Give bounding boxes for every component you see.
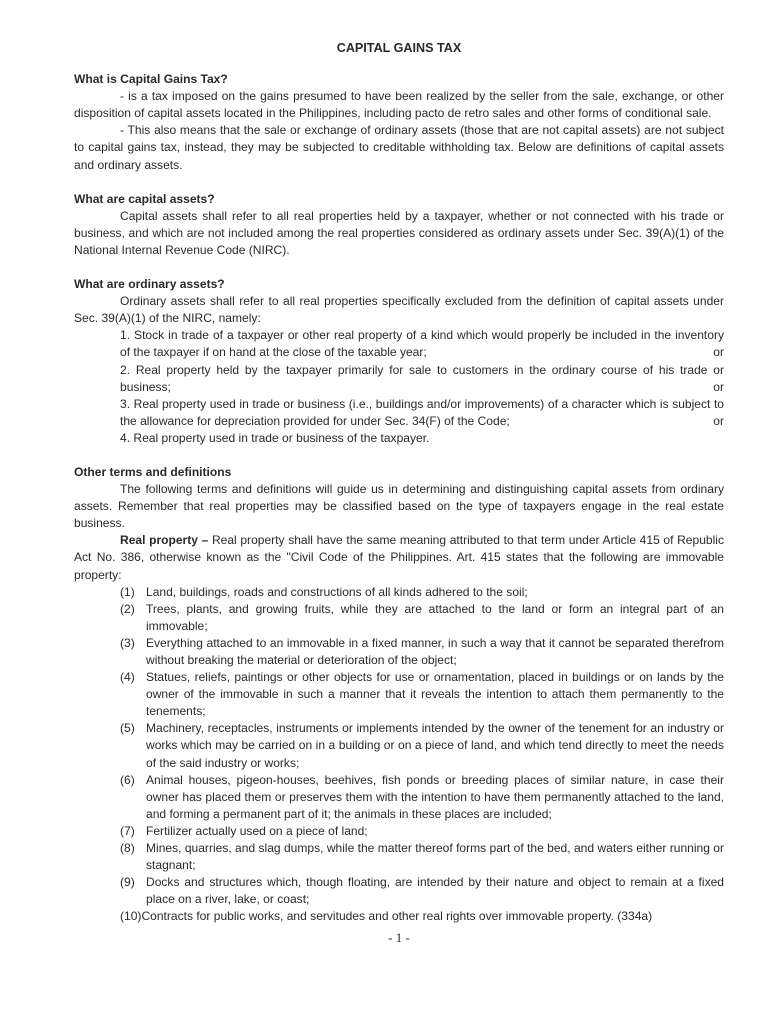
- list-item: [120, 908, 724, 925]
- list-item: [120, 327, 724, 361]
- list-item-text: Trees, plants, and growing fruits, while they are attached to the land or form an integral part of an immovable;: [146, 601, 724, 633]
- list-item-number: (1): [120, 584, 135, 599]
- list-item: [120, 430, 724, 447]
- list-item-text: Everything attached to an immovable in a fixed manner, in such a way that it cannot be separated therefrom without breaking the material or deterioration of the object;: [146, 635, 724, 667]
- section-what-is-cgt: [74, 71, 724, 174]
- section-other-terms: [74, 464, 724, 926]
- list-item: [120, 584, 724, 601]
- list-item-number: (3): [120, 635, 135, 650]
- paragraph: - This also means that the sale or exchange of ordinary assets (those that are not capital assets) are not subject to capital gains tax, instead, they may be subjected to creditable withholding tax. Below are definitions of capital assets and ordinary assets.: [74, 123, 724, 172]
- list-item-number: (2): [120, 601, 135, 616]
- immovable-property-list: [120, 584, 724, 926]
- paragraph: The following terms and definitions will guide us in determining and distinguishing capital assets from ordinary assets. Remember that real properties may be classified based on the type of taxpayers engage in the real estate business.: [74, 482, 724, 531]
- section-heading: Other terms and definitions: [74, 464, 232, 479]
- list-item: [120, 720, 724, 771]
- section-capital-assets: [74, 191, 724, 259]
- list-item-text: 2. Real property held by the taxpayer primarily for sale to customers in the ordinary course of his trade or business;: [120, 362, 724, 394]
- list-item-text: 3. Real property used in trade or business (i.e., buildings and/or improvements) of a character which is subject to the allowance for depreciation provided for under Sec. 34(F) of the Code;: [120, 396, 724, 428]
- list-item-text: 1. Stock in trade of a taxpayer or other real property of a kind which would properly be included in the inventory of the taxpayer if on hand at the close of the taxable year;: [120, 328, 724, 360]
- paragraph: Capital assets shall refer to all real properties held by a taxpayer, whether or not connected with his trade or business, and which are not included among the real properties considered as ordinary assets under Sec. 39(A)(1) of the National Internal Revenue Code (NIRC).: [74, 208, 724, 257]
- paragraph: - is a tax imposed on the gains presumed to have been realized by the seller from the sale, exchange, or other disposition of capital assets located in the Philippines, including pacto de retro sales and other forms of conditional sale.: [74, 89, 724, 121]
- section-heading: What is Capital Gains Tax?: [74, 72, 228, 87]
- list-item-number: (8): [120, 841, 135, 856]
- paragraph: Ordinary assets shall refer to all real properties specifically excluded from the definition of capital assets under Sec. 39(A)(1) of the NIRC, namely:: [74, 294, 724, 326]
- list-item-number: (5): [120, 721, 135, 736]
- list-item-conjunction: or: [713, 413, 724, 428]
- list-item-number: (6): [120, 772, 135, 787]
- list-item-text: 4. Real property used in trade or business of the taxpayer.: [120, 430, 430, 445]
- section-ordinary-assets: [74, 276, 724, 447]
- list-item: [120, 601, 724, 635]
- list-item: [120, 772, 724, 823]
- list-item-number: (9): [120, 875, 135, 890]
- section-heading: What are ordinary assets?: [74, 277, 225, 292]
- section-heading: What are capital assets?: [74, 191, 215, 206]
- list-item: [120, 840, 724, 874]
- page-number: - 1 -: [388, 929, 410, 945]
- list-item-number: (10): [120, 909, 142, 924]
- list-item: [120, 396, 724, 430]
- list-item: [120, 874, 724, 908]
- list-item-conjunction: or: [713, 345, 724, 360]
- term-label: Real property –: [120, 533, 209, 548]
- list-item: [120, 669, 724, 720]
- list-item-text: Contracts for public works, and servitudes and other real rights over immovable property. (334a): [141, 909, 653, 924]
- list-item-text: Docks and structures which, though floating, are intended by their nature and object to remain at a fixed place on a river, lake, or coast;: [146, 875, 724, 907]
- list-item-text: Mines, quarries, and slag dumps, while the matter thereof forms part of the bed, and waters either running or stagnant;: [146, 841, 724, 873]
- term-definition: Real property shall have the same meaning attributed to that term under Article 415 of Republic Act No. 386, otherwise known as the "Civil Code of the Philippines. Art. 415 states that the following are immovable property:: [74, 533, 724, 582]
- list-item-text: Fertilizer actually used on a piece of land;: [146, 823, 368, 838]
- list-item: [120, 635, 724, 669]
- list-item: [120, 823, 724, 840]
- list-item-text: Land, buildings, roads and constructions of all kinds adhered to the soil;: [146, 584, 528, 599]
- list-item-number: (7): [120, 823, 135, 838]
- list-item: [120, 362, 724, 396]
- list-item-conjunction: or: [713, 379, 724, 394]
- ordinary-assets-list: [120, 327, 724, 447]
- list-item-text: Statues, reliefs, paintings or other objects for use or ornamentation, placed in buildings or on lands by the owner of the immovable in such a manner that it reveals the intention to attach them permanently to the tenements;: [146, 670, 724, 719]
- list-item-text: Machinery, receptacles, instruments or implements intended by the owner of the tenement for an industry or works which may be carried on in a building or on a piece of land, and which tend directly to meet the needs of the said industry or works;: [146, 721, 724, 770]
- document-title: CAPITAL GAINS TAX: [336, 41, 462, 55]
- list-item-text: Animal houses, pigeon-houses, beehives, fish ponds or breeding places of similar nature, in case their owner has placed them or preserves them with the intention to have them permanently attached to the land, and forming a permanent part of it; the animals in these places are included;: [146, 772, 724, 821]
- list-item-number: (4): [120, 670, 135, 685]
- real-property-paragraph: [74, 532, 724, 583]
